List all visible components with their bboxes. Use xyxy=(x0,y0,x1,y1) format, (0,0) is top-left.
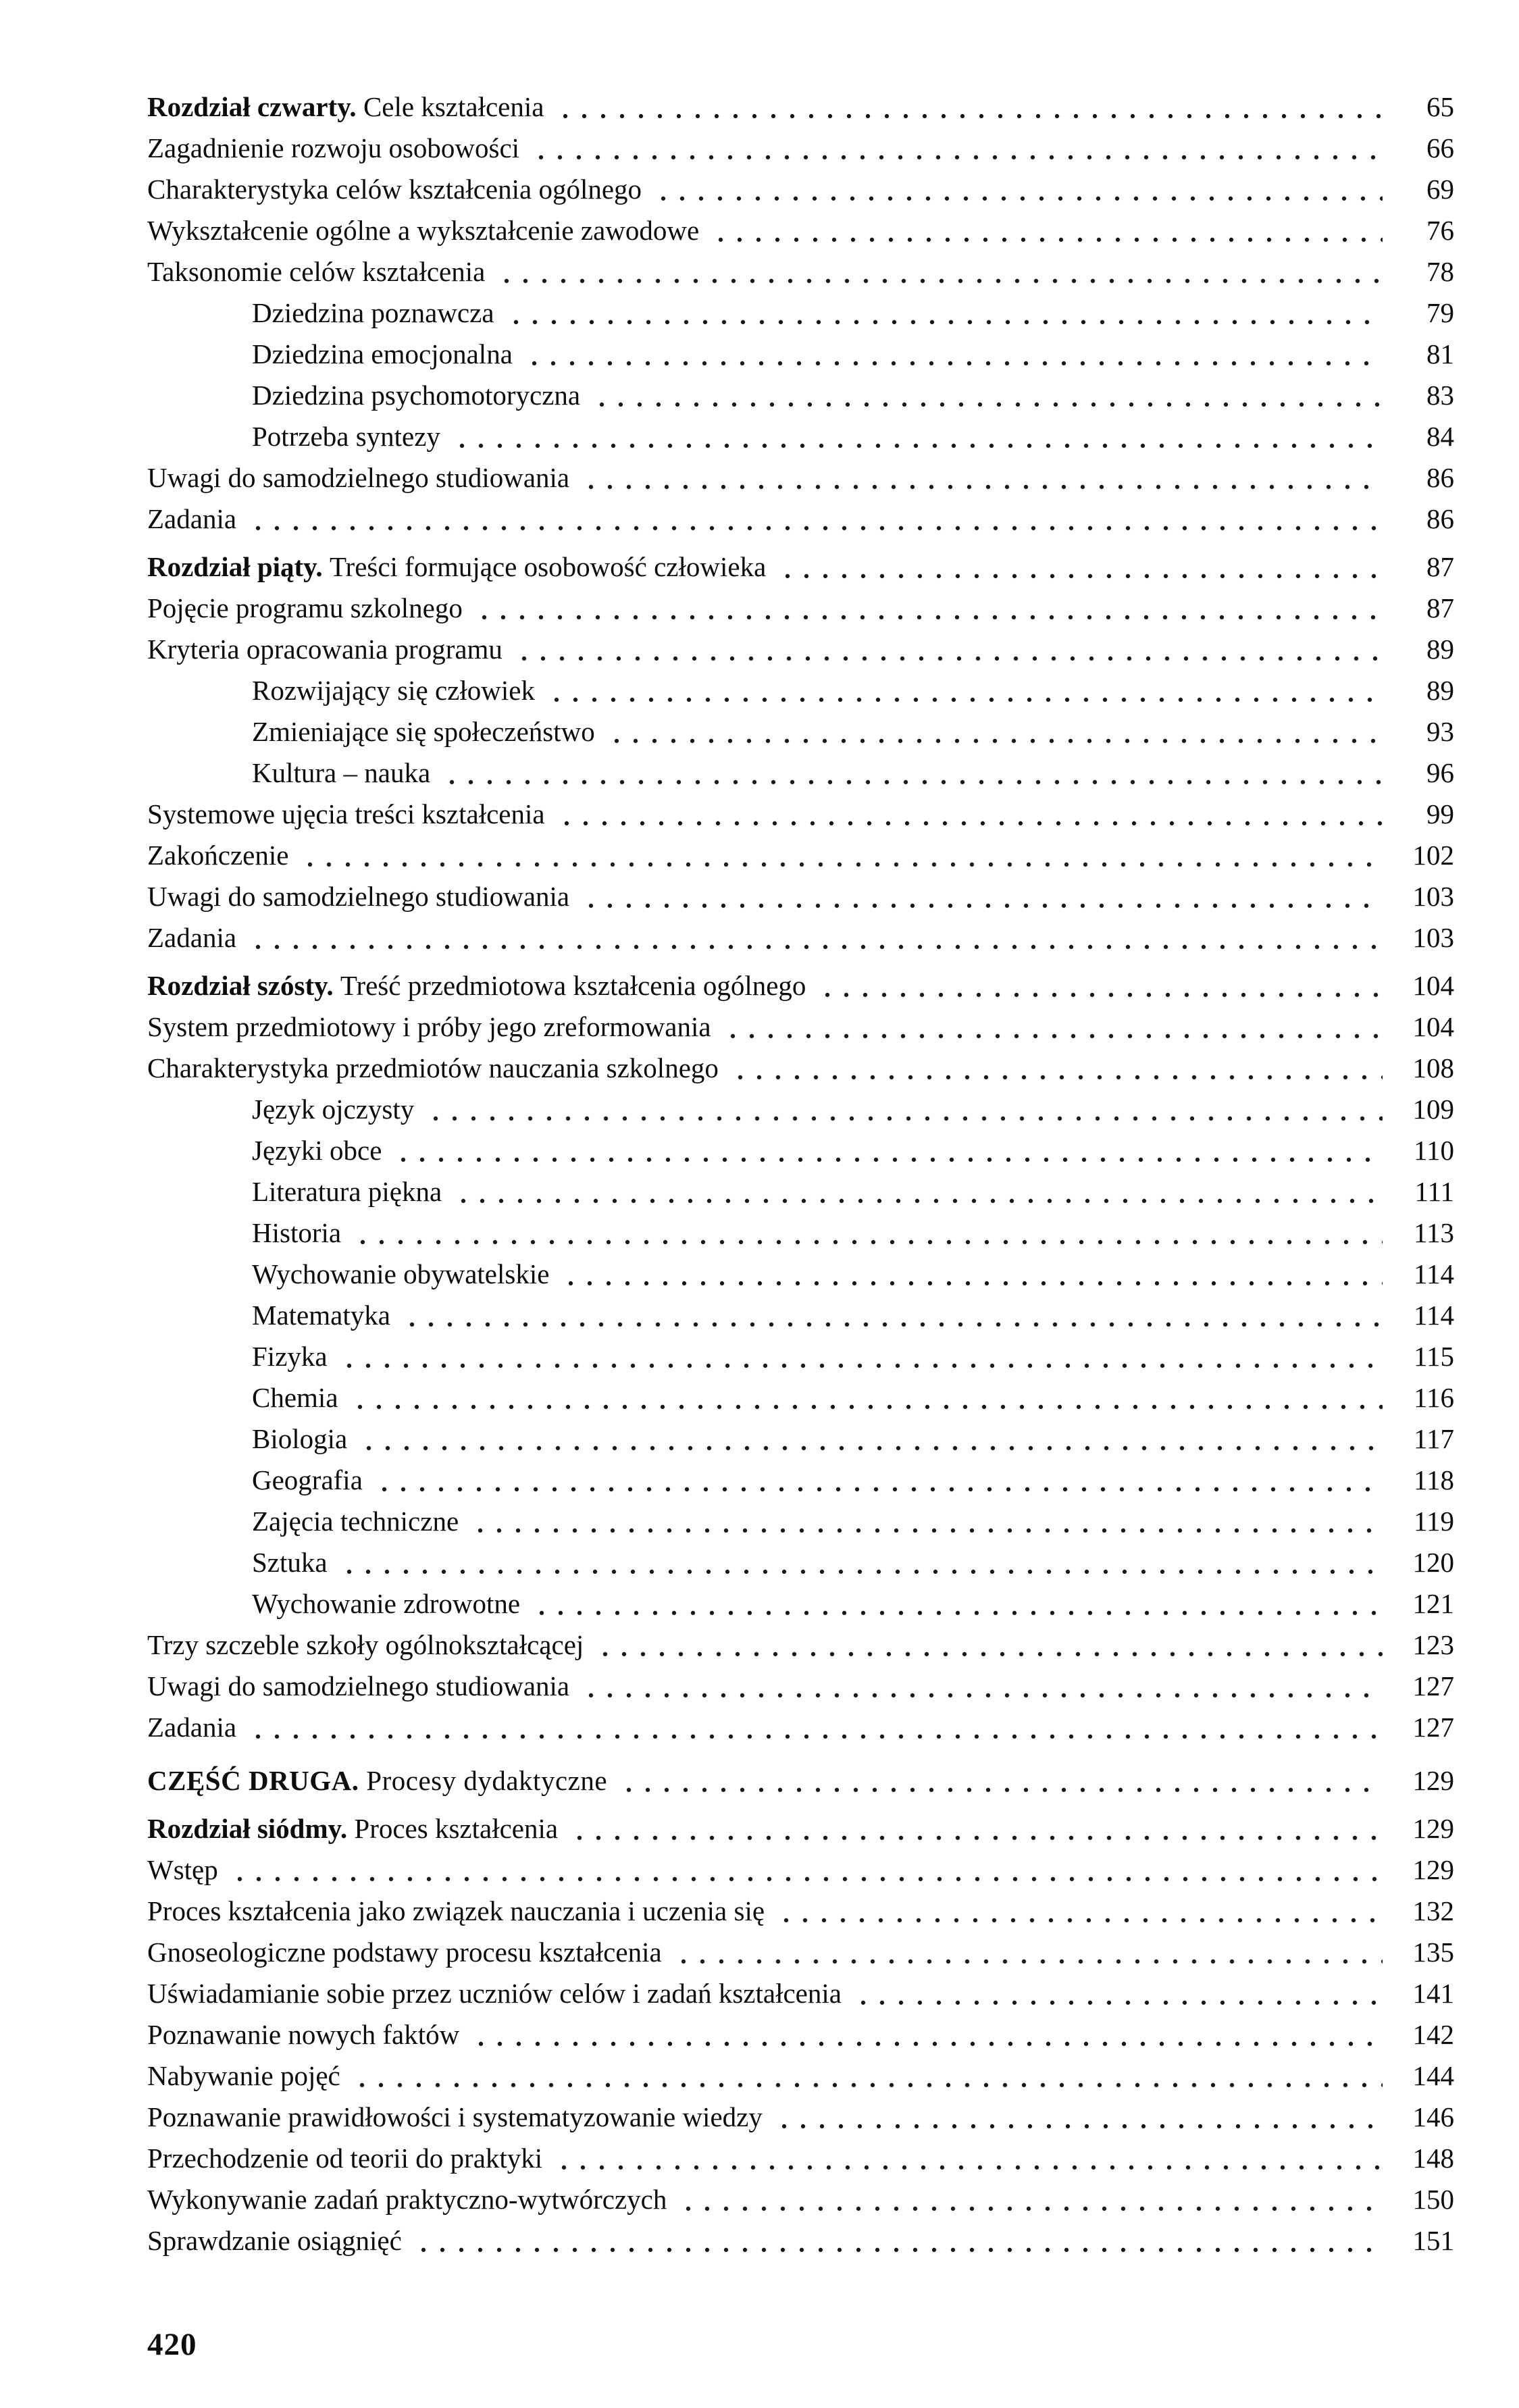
toc-entry-title xyxy=(147,128,519,169)
dot-leader xyxy=(721,1006,1383,1048)
toc-entry-page-number: 87 xyxy=(1426,592,1454,623)
dot-leader xyxy=(728,1048,1383,1089)
toc-entry-page-number: 86 xyxy=(1426,462,1454,493)
toc-entry xyxy=(147,1171,1454,1212)
toc-entry-page-number: 81 xyxy=(1426,338,1454,369)
toc-entry xyxy=(147,670,1454,711)
toc-entry xyxy=(147,1295,1454,1336)
toc-entry-title xyxy=(147,2179,667,2220)
toc-entry-title xyxy=(147,1891,765,1932)
dot-leader xyxy=(815,965,1383,1006)
toc-entry xyxy=(147,711,1454,752)
toc-entry-text: Uwagi do samodzielnego studiowania xyxy=(147,1670,570,1701)
toc-entry-text: Wychowanie obywatelskie xyxy=(252,1258,550,1289)
toc-entry-text: Zajęcia techniczne xyxy=(252,1506,459,1537)
toc-entry-text: Języki obce xyxy=(252,1135,382,1166)
toc-entry-title xyxy=(252,1336,328,1377)
toc-entry xyxy=(147,498,1454,540)
toc-entry-title xyxy=(147,1760,607,1801)
toc-entry-text: Sztuka xyxy=(252,1547,328,1578)
toc-entry-page-number: 69 xyxy=(1426,174,1454,205)
dot-leader xyxy=(350,2055,1383,2097)
toc-entry xyxy=(147,1089,1454,1130)
toc-entry-page-number: 148 xyxy=(1412,2143,1454,2174)
dot-leader xyxy=(604,711,1383,752)
dot-leader xyxy=(246,917,1383,958)
toc-entry-title xyxy=(147,794,545,835)
toc-entry-text: Historia xyxy=(252,1217,342,1248)
dot-leader xyxy=(228,1849,1383,1891)
toc-entry-text: Rozwijający się człowiek xyxy=(252,675,535,706)
toc-entry-title xyxy=(147,169,642,210)
toc-entry-page-number: 89 xyxy=(1426,675,1454,706)
page-footer xyxy=(147,2326,1454,2363)
dot-leader xyxy=(552,2138,1383,2179)
toc-entry-text: System przedmiotowy i próby jego zreformowania xyxy=(147,1011,711,1042)
dot-leader xyxy=(469,2014,1383,2055)
toc-entry-title xyxy=(147,876,569,917)
toc-entry-page-number: 127 xyxy=(1412,1712,1454,1743)
dot-leader xyxy=(851,1973,1383,2014)
toc-entry-text: Zadania xyxy=(147,922,237,953)
toc-entry-text: Uwagi do samodzielnego studiowania xyxy=(147,881,570,912)
dot-leader xyxy=(337,1336,1383,1377)
toc-entry xyxy=(147,1336,1454,1377)
toc-entry-title xyxy=(252,1501,459,1542)
toc-entry-title xyxy=(252,1295,390,1336)
toc-entry xyxy=(147,457,1454,498)
toc-entry-page-number: 150 xyxy=(1412,2184,1454,2215)
dot-leader xyxy=(671,1932,1383,1973)
toc-entry-page-number: 129 xyxy=(1412,1765,1454,1796)
toc-entry-page-number: 117 xyxy=(1414,1423,1454,1454)
toc-entry-title xyxy=(252,375,580,416)
toc-entry-title xyxy=(147,457,569,498)
toc-entry xyxy=(147,2097,1454,2138)
toc-entry-bold-label: CZĘŚĆ DRUGA. xyxy=(147,1765,367,1796)
toc-entry-text: Fizyka xyxy=(252,1341,328,1372)
toc-entry xyxy=(147,1460,1454,1501)
dot-leader xyxy=(298,835,1383,876)
dot-leader xyxy=(351,1212,1383,1254)
toc-entry-text: Charakterystyka celów kształcenia ogólnego xyxy=(147,174,642,205)
dot-leader xyxy=(775,546,1383,588)
toc-entry-page-number: 66 xyxy=(1426,132,1454,163)
toc-entry-title xyxy=(147,251,485,292)
toc-entry-title xyxy=(147,835,288,876)
toc-entry-title xyxy=(147,629,503,670)
dot-leader xyxy=(372,1460,1383,1501)
dot-leader xyxy=(472,588,1383,629)
toc-entry-text: Treść przedmiotowa kształcenia ogólnego xyxy=(340,970,806,1001)
toc-entry-text: Trzy szczeble szkoły ogólnokształcącej xyxy=(147,1629,584,1660)
toc-entry-text: Dziedzina psychomotoryczna xyxy=(252,380,581,411)
toc-entry xyxy=(147,1377,1454,1418)
toc-entry-text: Uświadamianie sobie przez uczniów celów i zadań kształcenia xyxy=(147,1978,842,2009)
toc-entry xyxy=(147,1212,1454,1254)
dot-leader xyxy=(504,292,1383,334)
toc-entry-title xyxy=(252,416,440,457)
toc-entry-title xyxy=(252,1418,347,1460)
toc-entry xyxy=(147,1130,1454,1171)
toc-entry xyxy=(147,1760,1454,1801)
toc-entry-page-number: 144 xyxy=(1412,2060,1454,2091)
toc-entry xyxy=(147,416,1454,457)
toc-entry-title xyxy=(147,1666,569,1707)
toc-entry-text: Sprawdzanie osiągnięć xyxy=(147,2225,402,2256)
toc-entry-text: Procesy dydaktyczne xyxy=(366,1765,608,1796)
toc-entry-text: Wykształcenie ogólne a wykształcenie zawodowe xyxy=(147,215,700,246)
toc-entry-page-number: 146 xyxy=(1412,2101,1454,2132)
toc-entry-bold-label: Rozdział piąty. xyxy=(147,551,330,582)
toc-entry-page-number: 110 xyxy=(1414,1135,1454,1166)
toc-entry-title xyxy=(252,670,535,711)
toc-entry-text: Nabywanie pojęć xyxy=(147,2060,340,2091)
dot-leader xyxy=(579,1666,1383,1707)
dot-leader xyxy=(553,86,1383,128)
toc-entry-page-number: 108 xyxy=(1412,1052,1454,1083)
toc-entry-page-number: 109 xyxy=(1412,1094,1454,1125)
toc-entry-title xyxy=(252,1130,382,1171)
toc-entry-page-number: 127 xyxy=(1412,1670,1454,1701)
toc-entry-page-number: 65 xyxy=(1426,91,1454,122)
toc-entry-page-number: 79 xyxy=(1426,297,1454,328)
toc-entry-page-number: 104 xyxy=(1412,1011,1454,1042)
toc-entry-page-number: 76 xyxy=(1426,215,1454,246)
toc-entry-bold-label: Rozdział czwarty. xyxy=(147,91,363,122)
dot-leader xyxy=(593,1624,1383,1666)
dot-leader xyxy=(651,169,1383,210)
toc-entry-title xyxy=(147,1048,719,1089)
toc-entry-title xyxy=(147,2055,340,2097)
toc-entry-text: Potrzeba syntezy xyxy=(252,421,440,452)
toc-entry xyxy=(147,2014,1454,2055)
dot-leader xyxy=(494,251,1383,292)
toc-entry-page-number: 96 xyxy=(1426,757,1454,788)
toc-entry-text: Treści formujące osobowość człowieka xyxy=(329,551,767,582)
toc-entry-page-number: 78 xyxy=(1426,256,1454,287)
toc-entry-title xyxy=(147,86,544,128)
dot-leader xyxy=(246,498,1383,540)
toc-entry-text: Zagadnienie rozwoju osobowości xyxy=(147,132,520,163)
toc-entry xyxy=(147,1891,1454,1932)
toc-entry-title xyxy=(252,1254,549,1295)
toc-entry xyxy=(147,1849,1454,1891)
dot-leader xyxy=(555,794,1383,835)
toc-entry-text: Zadania xyxy=(147,1712,237,1743)
toc-entry xyxy=(147,965,1454,1006)
toc-entry-text: Dziedzina emocjonalna xyxy=(252,338,513,369)
toc-entry-title xyxy=(147,917,236,958)
toc-entry-title xyxy=(252,1377,338,1418)
dot-leader xyxy=(246,1707,1383,1748)
toc-entry-page-number: 84 xyxy=(1426,421,1454,452)
toc-entry-text: Pojęcie programu szkolnego xyxy=(147,592,463,623)
page-number: 420 xyxy=(147,2327,197,2362)
toc-entry-text: Systemowe ujęcia treści kształcenia xyxy=(147,798,545,829)
toc-entry-page-number: 116 xyxy=(1414,1382,1454,1413)
toc-entry-page-number: 89 xyxy=(1426,634,1454,665)
toc-entry xyxy=(147,1624,1454,1666)
toc-entry-text: Zadania xyxy=(147,503,237,534)
toc-entry-page-number: 118 xyxy=(1414,1464,1454,1495)
toc-entry-page-number: 123 xyxy=(1412,1629,1454,1660)
toc-entry-title xyxy=(252,1171,442,1212)
dot-leader xyxy=(579,457,1383,498)
dot-leader xyxy=(423,1089,1383,1130)
toc-entry xyxy=(147,1666,1454,1707)
toc-entry-page-number: 142 xyxy=(1412,2019,1454,2050)
toc-entry-title xyxy=(147,2097,763,2138)
toc-entry-title xyxy=(147,1006,711,1048)
toc-entry xyxy=(147,292,1454,334)
toc-entry xyxy=(147,2220,1454,2261)
dot-leader xyxy=(559,1254,1383,1295)
dot-leader xyxy=(522,334,1383,375)
toc-entry-text: Cele kształcenia xyxy=(363,91,544,122)
dot-leader xyxy=(512,629,1383,670)
toc-entry-page-number: 114 xyxy=(1414,1300,1454,1331)
toc-entry xyxy=(147,1932,1454,1973)
toc-entry-page-number: 87 xyxy=(1426,551,1454,582)
toc-entry xyxy=(147,128,1454,169)
toc-entry-title xyxy=(252,711,595,752)
toc-entry-text: Taksonomie celów kształcenia xyxy=(147,256,486,287)
toc-entry-text: Wychowanie zdrowotne xyxy=(252,1588,521,1619)
toc-entry-page-number: 114 xyxy=(1414,1258,1454,1289)
toc-entry-text: Charakterystyka przedmiotów nauczania szkolnego xyxy=(147,1052,719,1083)
toc-entry-page-number: 115 xyxy=(1414,1341,1454,1372)
toc-entry-title xyxy=(147,588,463,629)
toc-entry-page-number: 99 xyxy=(1426,798,1454,829)
dot-leader xyxy=(772,2097,1383,2138)
toc-entry-page-number: 93 xyxy=(1426,716,1454,747)
toc-entry xyxy=(147,752,1454,794)
toc-entry xyxy=(147,1418,1454,1460)
toc-entry-title xyxy=(147,1808,558,1849)
toc-entry-page-number: 119 xyxy=(1414,1506,1454,1537)
toc-entry-text: Poznawanie prawidłowości i systematyzowanie wiedzy xyxy=(147,2101,763,2132)
toc-entry xyxy=(147,334,1454,375)
toc-entry-text: Przechodzenie od teorii do praktyki xyxy=(147,2143,543,2174)
dot-leader xyxy=(348,1377,1383,1418)
toc-entry-text: Poznawanie nowych faktów xyxy=(147,2019,460,2050)
toc-entry-title xyxy=(252,1583,520,1624)
dot-leader xyxy=(676,2179,1383,2220)
toc-entry-text: Uwagi do samodzielnego studiowania xyxy=(147,462,570,493)
toc-entry-title xyxy=(147,1849,218,1891)
dot-leader xyxy=(529,128,1383,169)
toc-entry-page-number: 111 xyxy=(1414,1176,1454,1207)
toc-entry-page-number: 103 xyxy=(1412,881,1454,912)
toc-entry xyxy=(147,251,1454,292)
toc-entry xyxy=(147,1501,1454,1542)
toc-entry-page-number: 129 xyxy=(1412,1813,1454,1844)
toc-entry-title xyxy=(252,292,494,334)
toc-entry xyxy=(147,86,1454,128)
toc-entry xyxy=(147,1542,1454,1583)
toc-entry-text: Geografia xyxy=(252,1464,363,1495)
toc-entry-text: Wykonywanie zadań praktyczno-wytwórczych xyxy=(147,2184,667,2215)
toc-entry xyxy=(147,210,1454,251)
dot-leader xyxy=(357,1418,1383,1460)
dot-leader xyxy=(450,416,1383,457)
toc-entry-title xyxy=(252,1542,328,1583)
dot-leader xyxy=(400,1295,1383,1336)
dot-leader xyxy=(709,210,1383,251)
toc-entry xyxy=(147,835,1454,876)
dot-leader xyxy=(451,1171,1383,1212)
toc-entry-bold-label: Rozdział siódmy. xyxy=(147,1813,355,1844)
toc-entry xyxy=(147,876,1454,917)
dot-leader xyxy=(590,375,1383,416)
toc-entry-title xyxy=(147,2138,542,2179)
dot-leader xyxy=(468,1501,1383,1542)
toc-entry-title xyxy=(147,1973,842,2014)
toc-entry-page-number: 102 xyxy=(1412,840,1454,871)
toc-entry-title xyxy=(147,1932,662,1973)
toc-entry-text: Proces kształcenia xyxy=(354,1813,559,1844)
toc-entry-title xyxy=(147,1707,236,1748)
dot-leader xyxy=(617,1760,1383,1801)
toc-entry xyxy=(147,375,1454,416)
dot-leader xyxy=(567,1808,1383,1849)
toc-entry-title xyxy=(252,1089,414,1130)
toc-entry-text: Dziedzina poznawcza xyxy=(252,297,494,328)
toc-entry-text: Matematyka xyxy=(252,1300,390,1331)
toc-entry xyxy=(147,546,1454,588)
dot-leader xyxy=(544,670,1383,711)
toc-entry-title xyxy=(147,210,699,251)
toc-entry-title xyxy=(147,498,236,540)
toc-entry-title xyxy=(147,2220,402,2261)
toc-entry xyxy=(147,1973,1454,2014)
toc-entry xyxy=(147,1808,1454,1849)
toc-entry-title xyxy=(147,546,766,588)
toc-entry-page-number: 120 xyxy=(1412,1547,1454,1578)
dot-leader xyxy=(391,1130,1383,1171)
toc-entry xyxy=(147,917,1454,958)
toc-entry-page-number: 83 xyxy=(1426,380,1454,411)
toc-entry xyxy=(147,1048,1454,1089)
toc-entry-page-number: 129 xyxy=(1412,1854,1454,1885)
toc-entry-title xyxy=(147,2014,459,2055)
toc-entry xyxy=(147,169,1454,210)
dot-leader xyxy=(774,1891,1383,1932)
toc-entry xyxy=(147,2055,1454,2097)
toc-entry-title xyxy=(147,1624,584,1666)
toc-entry xyxy=(147,1707,1454,1748)
toc-entry xyxy=(147,1254,1454,1295)
toc-entry-bold-label: Rozdział szósty. xyxy=(147,970,340,1001)
toc-entry-page-number: 103 xyxy=(1412,922,1454,953)
toc-entry-title xyxy=(147,965,806,1006)
toc-entry-text: Kultura – nauka xyxy=(252,757,431,788)
toc-entry xyxy=(147,2138,1454,2179)
toc-entry-page-number: 121 xyxy=(1412,1588,1454,1619)
toc-entry-page-number: 104 xyxy=(1412,970,1454,1001)
toc-entry-page-number: 113 xyxy=(1414,1217,1454,1248)
toc-entry-text: Chemia xyxy=(252,1382,338,1413)
dot-leader xyxy=(530,1583,1383,1624)
toc-entry-text: Literatura piękna xyxy=(252,1176,442,1207)
toc-entry-text: Biologia xyxy=(252,1423,348,1454)
toc-entry-text: Proces kształcenia jako związek nauczania i uczenia się xyxy=(147,1895,765,1926)
toc-entry-page-number: 141 xyxy=(1412,1978,1454,2009)
toc-entry-text: Język ojczysty xyxy=(252,1094,415,1125)
toc-entry-page-number: 86 xyxy=(1426,503,1454,534)
toc-entry-title xyxy=(252,1460,363,1501)
toc-entry-text: Kryteria opracowania programu xyxy=(147,634,503,665)
toc-entry-text: Gnoseologiczne podstawy procesu kształcenia xyxy=(147,1937,662,1968)
toc-entry-page-number: 151 xyxy=(1412,2225,1454,2256)
toc-entry-title xyxy=(252,1212,341,1254)
toc-list xyxy=(147,86,1454,2261)
toc-entry-text: Zmieniające się społeczeństwo xyxy=(252,716,595,747)
toc-entry xyxy=(147,794,1454,835)
toc-entry xyxy=(147,629,1454,670)
toc-entry-text: Wstęp xyxy=(147,1854,218,1885)
toc-entry-title xyxy=(252,752,430,794)
dot-leader xyxy=(579,876,1383,917)
toc-entry-page-number: 132 xyxy=(1412,1895,1454,1926)
toc-entry-text: Zakończenie xyxy=(147,840,289,871)
dot-leader xyxy=(337,1542,1383,1583)
dot-leader xyxy=(411,2220,1383,2261)
toc-entry xyxy=(147,2179,1454,2220)
toc-entry xyxy=(147,1583,1454,1624)
dot-leader xyxy=(440,752,1383,794)
toc-entry-title xyxy=(252,334,513,375)
toc-entry xyxy=(147,588,1454,629)
toc-entry-page-number: 135 xyxy=(1412,1937,1454,1968)
toc-entry xyxy=(147,1006,1454,1048)
